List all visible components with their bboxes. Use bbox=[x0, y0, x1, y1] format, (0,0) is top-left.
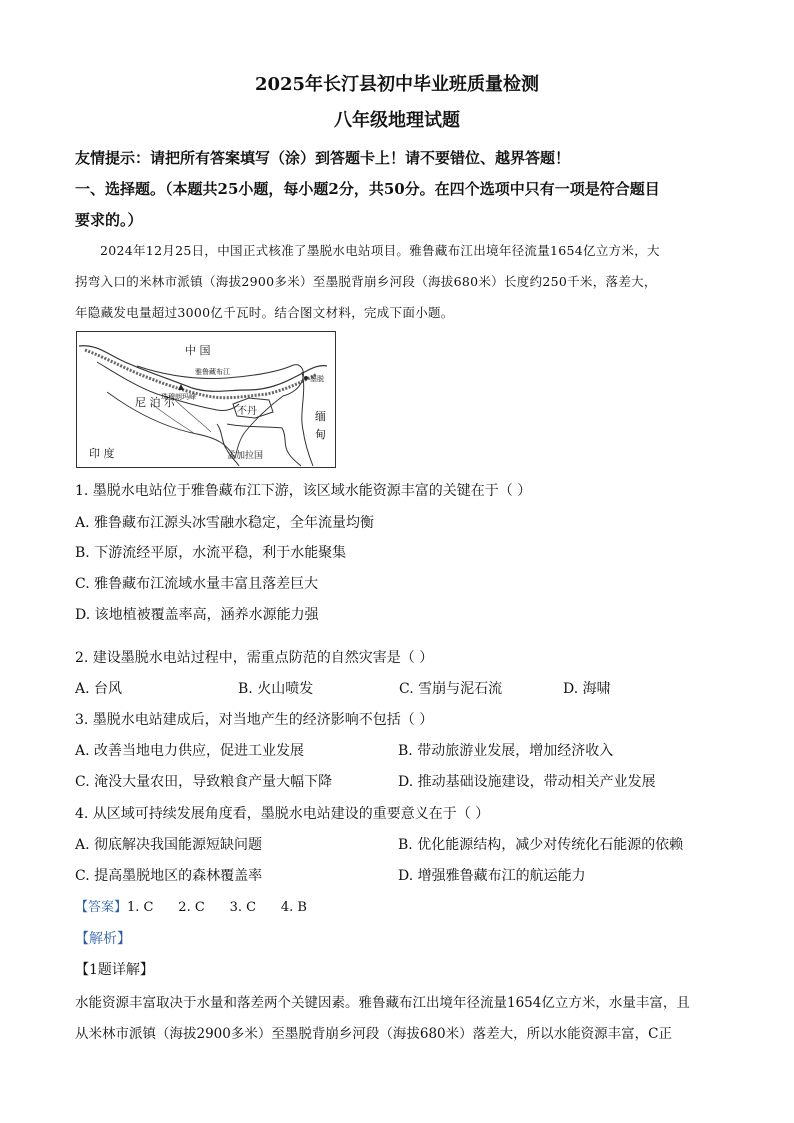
question-4-option-d: D. 增强雅鲁藏布江的航运能力 bbox=[398, 868, 586, 884]
section-heading-line1: 一、选择题。（本题共25小题，每小题2分，共50分。在四个选项中只有一项是符合题目 bbox=[75, 180, 660, 198]
label-myanmar-1: 缅 bbox=[315, 410, 326, 423]
passage-line1: 2024年12月25日，中国正式核准了墨脱水电站项目。雅鲁藏布江出境年径流量1654亿立方米，大 bbox=[100, 243, 660, 258]
question-3-option-d: D. 推动基础设施建设，带动相关产业发展 bbox=[398, 774, 656, 790]
answer-label: 【答案】 bbox=[75, 900, 128, 915]
answer-values: 1. C 2. C 3. C 4. B bbox=[127, 900, 307, 915]
passage-line3: 年隐藏发电量超过3000亿千瓦时。结合图文材料，完成下面小题。 bbox=[75, 305, 454, 320]
question-1-option-b: B. 下游流经平原，水流平稳，利于水能聚集 bbox=[75, 545, 347, 561]
detail-line2: 从米林市派镇（海拔2900多米）至墨脱背崩乡河段（海拔680米）落差大，所以水能资源丰富，C正 bbox=[75, 1026, 672, 1042]
question-2-option-a: A. 台风 bbox=[75, 681, 123, 697]
question-3-option-b: B. 带动旅游业发展，增加经济收入 bbox=[398, 743, 614, 759]
label-bhutan: 不丹 bbox=[237, 406, 257, 417]
section-heading-line2: 要求的。） bbox=[75, 211, 143, 229]
border-myanmar bbox=[302, 372, 313, 466]
label-everest: 珠穆朗玛峰 bbox=[161, 393, 196, 401]
analysis-label: 【解析】 bbox=[75, 931, 131, 947]
label-bangladesh: 孟加拉国 bbox=[227, 451, 264, 461]
label-nepal: 尼 泊 尔 bbox=[135, 396, 175, 409]
label-river: 雅鲁藏布江 bbox=[195, 368, 230, 376]
passage-line2: 拐弯入口的米林市派镇（海拔2900多米）至墨脱背崩乡河段（海拔680米）长度约250千米，落差大， bbox=[75, 274, 657, 289]
region-map bbox=[76, 331, 336, 468]
question-1-option-a: A. 雅鲁藏布江源头冰雪融水稳定，全年流量均衡 bbox=[75, 515, 375, 531]
question-4-option-a: A. 彻底解决我国能源短缺问题 bbox=[75, 837, 263, 853]
label-china: 中 国 bbox=[185, 344, 211, 357]
exam-title: 2025年长汀县初中毕业班质量检测 bbox=[254, 74, 540, 95]
detail-label: 【1题详解】 bbox=[75, 962, 154, 978]
question-2-option-d: D. 海啸 bbox=[563, 681, 611, 697]
answer-line bbox=[75, 896, 307, 915]
question-3-stem: 3. 墨脱水电站建成后，对当地产生的经济影响不包括（ ） bbox=[75, 712, 434, 728]
label-medog: 墨脱 bbox=[310, 375, 324, 383]
question-1-option-d: D. 该地植被覆盖率高，涵养水源能力强 bbox=[75, 607, 319, 623]
question-1-stem: 1. 墨脱水电站位于雅鲁藏布江下游，该区域水能资源丰富的关键在于（ ） bbox=[75, 483, 532, 499]
question-4-option-c: C. 提高墨脱地区的森林覆盖率 bbox=[75, 868, 263, 884]
label-india: 印 度 bbox=[89, 447, 115, 460]
question-2-option-c: C. 雪崩与泥石流 bbox=[399, 681, 503, 697]
question-3-option-a: A. 改善当地电力供应，促进工业发展 bbox=[75, 743, 305, 759]
question-4-option-b: B. 优化能源结构，减少对传统化石能源的依赖 bbox=[398, 837, 684, 853]
detail-line1: 水能资源丰富取决于水量和落差两个关键因素。雅鲁藏布江出境年径流量1654亿立方米，水量丰富，且 bbox=[75, 995, 690, 1011]
medog-marker bbox=[304, 376, 308, 380]
exam-subtitle: 八年级地理试题 bbox=[334, 110, 460, 131]
label-myanmar-2: 甸 bbox=[315, 428, 326, 441]
question-3-option-c: C. 淹没大量农田，导致粮食产量大幅下降 bbox=[75, 774, 333, 790]
question-4-stem: 4. 从区域可持续发展角度看，墨脱水电站建设的重要意义在于（ ） bbox=[75, 806, 490, 822]
question-2-stem: 2. 建设墨脱水电站过程中，需重点防范的自然灾害是（ ） bbox=[75, 650, 434, 666]
question-1-option-c: C. 雅鲁藏布江流域水量丰富且落差巨大 bbox=[75, 576, 319, 592]
friendly-tip: 友情提示：请把所有答案填写（涂）到答题卡上！请不要错位、越界答题！ bbox=[75, 149, 571, 167]
question-2-option-b: B. 火山喷发 bbox=[238, 681, 314, 697]
